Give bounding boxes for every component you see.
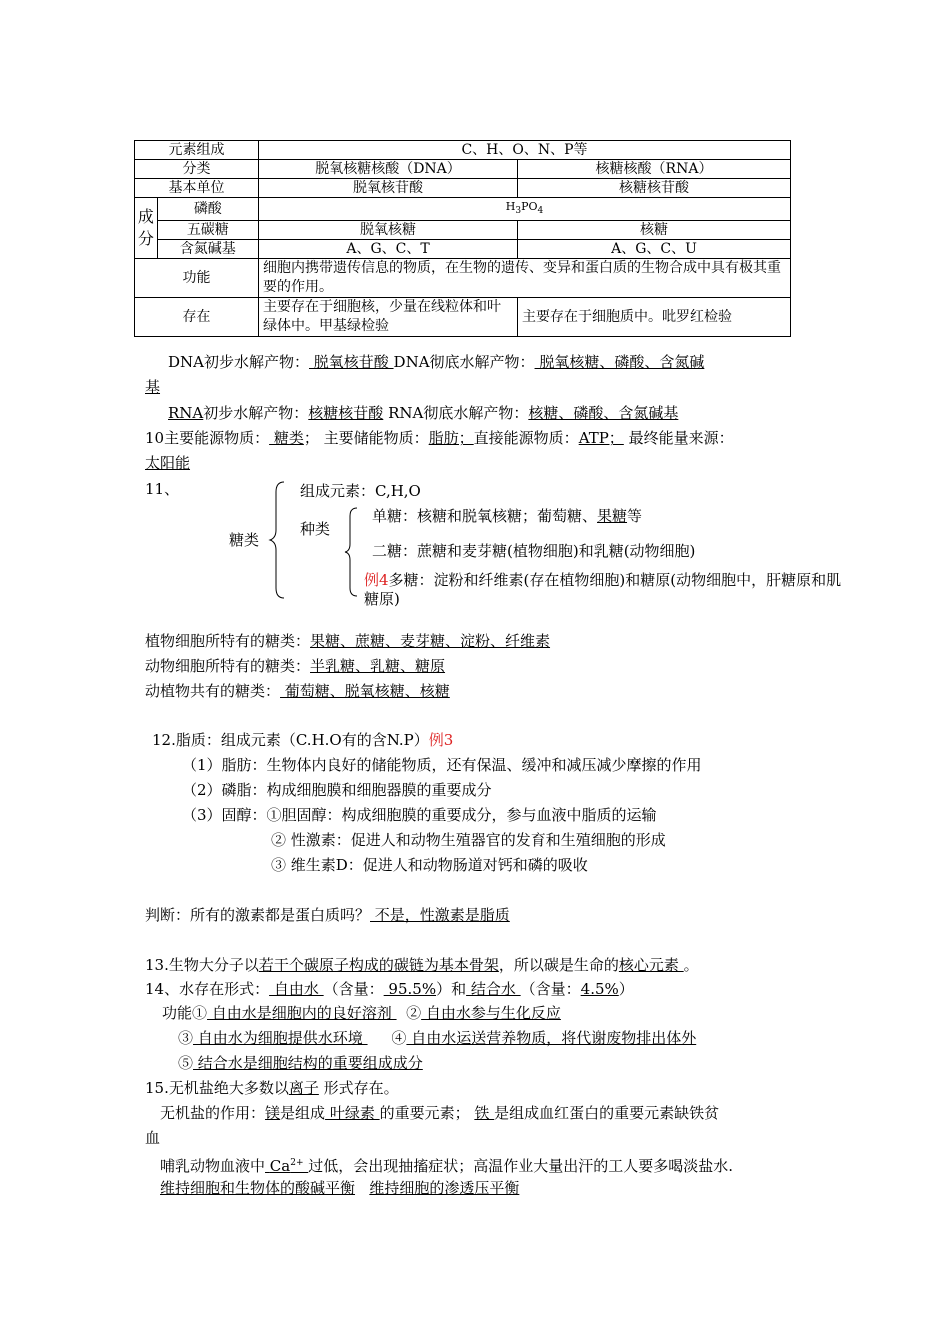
label: 功能① [162, 1004, 208, 1022]
rna-hydrolysis-line [168, 403, 678, 423]
label: 动植物共有的糖类： [145, 682, 281, 700]
answer: 脂肪； [428, 429, 474, 447]
q12-title [152, 730, 453, 750]
answer: 镁 [265, 1104, 281, 1122]
q14-line [145, 979, 634, 999]
label: 15.无机盐绝大多数以 [145, 1079, 289, 1097]
answer: 脱氧核苷酸 [309, 353, 394, 371]
label: 10主要能源物质： [145, 429, 270, 447]
nucleic-acid-table [134, 140, 791, 337]
label: ② [406, 1004, 422, 1022]
answer: 核心元素 [618, 956, 684, 974]
example-tag: 例4 [364, 571, 389, 589]
table-cell: 分类 [135, 160, 259, 179]
sugar-label: 糖类 [229, 531, 260, 549]
answer: 结合水 [466, 980, 521, 998]
calcium-line [160, 1153, 733, 1176]
answer: 铁 [474, 1104, 495, 1122]
table-cell: 五碳糖 [157, 221, 258, 240]
q10-line [145, 428, 734, 448]
poly-sugar-cont: 糖原) [364, 590, 400, 608]
answer: 糖类 [269, 429, 304, 447]
label: ④ [391, 1029, 407, 1047]
label: 最终能量来源： [623, 429, 734, 447]
label: 无机盐的作用： [160, 1104, 266, 1122]
q11-number: 11、 [145, 480, 180, 498]
label: 的重要元素； [379, 1104, 475, 1122]
label: ③ [178, 1029, 194, 1047]
animal-sugars [145, 656, 445, 676]
q12-line: （2）磷脂：构成细胞膜和细胞器膜的重要成分 [182, 781, 492, 799]
composition-label: 成分 [135, 198, 158, 259]
water-function-1 [162, 1003, 561, 1023]
table-cell: 脱氧核糖核酸（DNA） [259, 160, 518, 179]
table-row [135, 298, 791, 337]
answer: 若干个碳原子构成的碳链为基本骨架 [258, 956, 499, 974]
answer: $Ca^{2+}$ [269, 1157, 304, 1175]
q12-line: ③ 维生素D：促进人和动物肠道对钙和磷的吸收 [271, 856, 588, 874]
label: 等 [627, 507, 643, 525]
dna-hydrolysis-line [168, 352, 704, 372]
salt-function-cont: 血 [145, 1129, 161, 1147]
table-row [135, 240, 791, 259]
table-cell: 元素组成 [135, 141, 259, 160]
label: 13.生物大分子以 [145, 956, 259, 974]
di-sugar: 二糖：蔗糖和麦芽糖(植物细胞)和乳糖(动物细胞) [372, 542, 696, 560]
answer: 离子 [288, 1079, 319, 1097]
answer: 95.5% [383, 980, 437, 998]
answer: 自由水为细胞提供水环境 [193, 1029, 368, 1047]
table-cell: A、G、C、T [259, 240, 518, 259]
common-sugars [145, 681, 450, 701]
answer: 半乳糖、乳糖、糖原 [310, 657, 446, 675]
table-cell: 核糖核苷酸 [518, 179, 791, 198]
table-cell: 脱氧核糖 [259, 221, 518, 240]
water-function-2 [178, 1028, 696, 1048]
label: ）和 [436, 980, 467, 998]
label: ） [618, 980, 634, 998]
label: 动物细胞所特有的糖类： [145, 657, 311, 675]
label: RNA彻底水解产物： [383, 404, 529, 422]
answer: 叶绿素 [325, 1104, 380, 1122]
label: 是组成 [280, 1104, 326, 1122]
table-cell: 基本单位 [135, 179, 259, 198]
table-row [135, 141, 791, 160]
table-row [135, 179, 791, 198]
table-cell: 磷酸 [157, 198, 258, 221]
label: ⑤ [178, 1054, 194, 1072]
answer: 核糖、磷酸、含氮碱基 [528, 404, 679, 422]
poly-sugar [364, 570, 841, 590]
label: 哺乳动物血液中 [160, 1157, 266, 1175]
label: 判断：所有的激素都是蛋白质吗？ [145, 906, 371, 924]
answer: 结合水是细胞结构的重要组成成分 [193, 1054, 423, 1072]
answer: 维持细胞的渗透压平衡 [369, 1179, 520, 1197]
phosphate-formula: $H_3PO_4$ [259, 198, 791, 221]
label: 是组成血红蛋白的重要元素缺铁贫 [494, 1104, 720, 1122]
answer: 葡萄糖、脱氧核糖、核糖 [280, 682, 450, 700]
answer: ATP； [578, 429, 624, 447]
answer: 基 [145, 378, 161, 396]
table-cell: 主要存在于细胞核，少量在线粒体和叶绿体中。甲基绿检验 [259, 298, 518, 337]
judge-line [145, 905, 510, 925]
sugar-kinds: 种类 [300, 520, 331, 538]
label: 直接能源物质： [473, 429, 579, 447]
label: 12.脂质：组成元素（C.H.O有的含N.P） [152, 731, 429, 749]
label: 形式存在。 [318, 1079, 399, 1097]
answer: 自由水参与生化反应 [421, 1004, 561, 1022]
table-cell: A、G、C、U [518, 240, 791, 259]
label: 过低，会出现抽搐症状；高温作业大量出汗的工人要多喝淡盐水. [308, 1157, 734, 1175]
label: 。 [683, 956, 699, 974]
q12-line: ② 性激素：促进人和动物生殖器官的发育和生殖细胞的形成 [271, 831, 666, 849]
brace-icon [268, 480, 288, 600]
label: RNA [168, 404, 204, 422]
q12-line: （3）固醇：①胆固醇：构成细胞膜的重要成分，参与血液中脂质的运输 [182, 806, 657, 824]
label: （含量： [520, 980, 581, 998]
answer: 脱氧核糖、磷酸、含氮碱 [534, 353, 705, 371]
table-cell: 核糖 [518, 221, 791, 240]
sugar-elements: 组成元素：C,H,O [300, 482, 421, 500]
table-row [135, 160, 791, 179]
answer: 4.5% [580, 980, 619, 998]
label: ； 主要储能物质： [303, 429, 429, 447]
plant-sugars [145, 631, 550, 651]
brace-icon [343, 506, 359, 598]
table-cell: 核糖核酸（RNA） [518, 160, 791, 179]
q12-line: （1）脂肪：生物体内良好的储能物质，还有保温、缓冲和减压减少摩擦的作用 [182, 756, 702, 774]
q15-line [145, 1078, 399, 1098]
answer: 自由水是细胞内的良好溶剂 [207, 1004, 397, 1022]
answer: 果糖、蔗糖、麦芽糖、淀粉、纤维素 [310, 632, 551, 650]
mono-sugar [372, 506, 642, 526]
table-cell: C、H、O、N、P等 [259, 141, 791, 160]
table-row [135, 198, 791, 221]
answer: 不是，性激素是脂质 [370, 906, 510, 924]
answer: 果糖 [597, 507, 628, 525]
table-cell: 含氮碱基 [157, 240, 258, 259]
label: DNA彻底水解产物： [393, 353, 535, 371]
table-row [135, 221, 791, 240]
answer: 核糖核苷酸 [308, 404, 384, 422]
table-cell: 功能 [135, 259, 259, 298]
label: 14、水存在形式： [145, 980, 270, 998]
example-tag: 例3 [428, 731, 454, 749]
label: 初步水解产物： [203, 404, 309, 422]
answer: 自由水 [269, 980, 324, 998]
salt-function-line [160, 1103, 719, 1123]
water-function-3 [178, 1053, 423, 1073]
table-cell: 脱氧核苷酸 [259, 179, 518, 198]
label: ，所以碳是生命的 [498, 956, 619, 974]
table-cell: 细胞内携带遗传信息的物质，在生物的遗传、变异和蛋白质的生物合成中具有极其重要的作用。 [259, 259, 791, 298]
table-cell: 存在 [135, 298, 259, 337]
table-cell: 主要存在于细胞质中。吡罗红检验 [518, 298, 791, 337]
answer: 太阳能 [145, 454, 191, 472]
q13-line [145, 955, 699, 975]
label: （含量： [323, 980, 384, 998]
balance-line [160, 1178, 519, 1198]
label: 植物细胞所特有的糖类： [145, 632, 311, 650]
table-row [135, 259, 791, 298]
label: 单糖：核糖和脱氧核糖；葡萄糖、 [372, 507, 598, 525]
answer: 维持细胞和生物体的酸碱平衡 [160, 1179, 356, 1197]
label: 多糖：淀粉和纤维素(存在植物细胞)和糖原(动物细胞中，肝糖原和肌 [388, 571, 842, 589]
answer: 自由水运送营养物质，将代谢废物排出体外 [406, 1029, 697, 1047]
label: DNA初步水解产物： [168, 353, 309, 371]
